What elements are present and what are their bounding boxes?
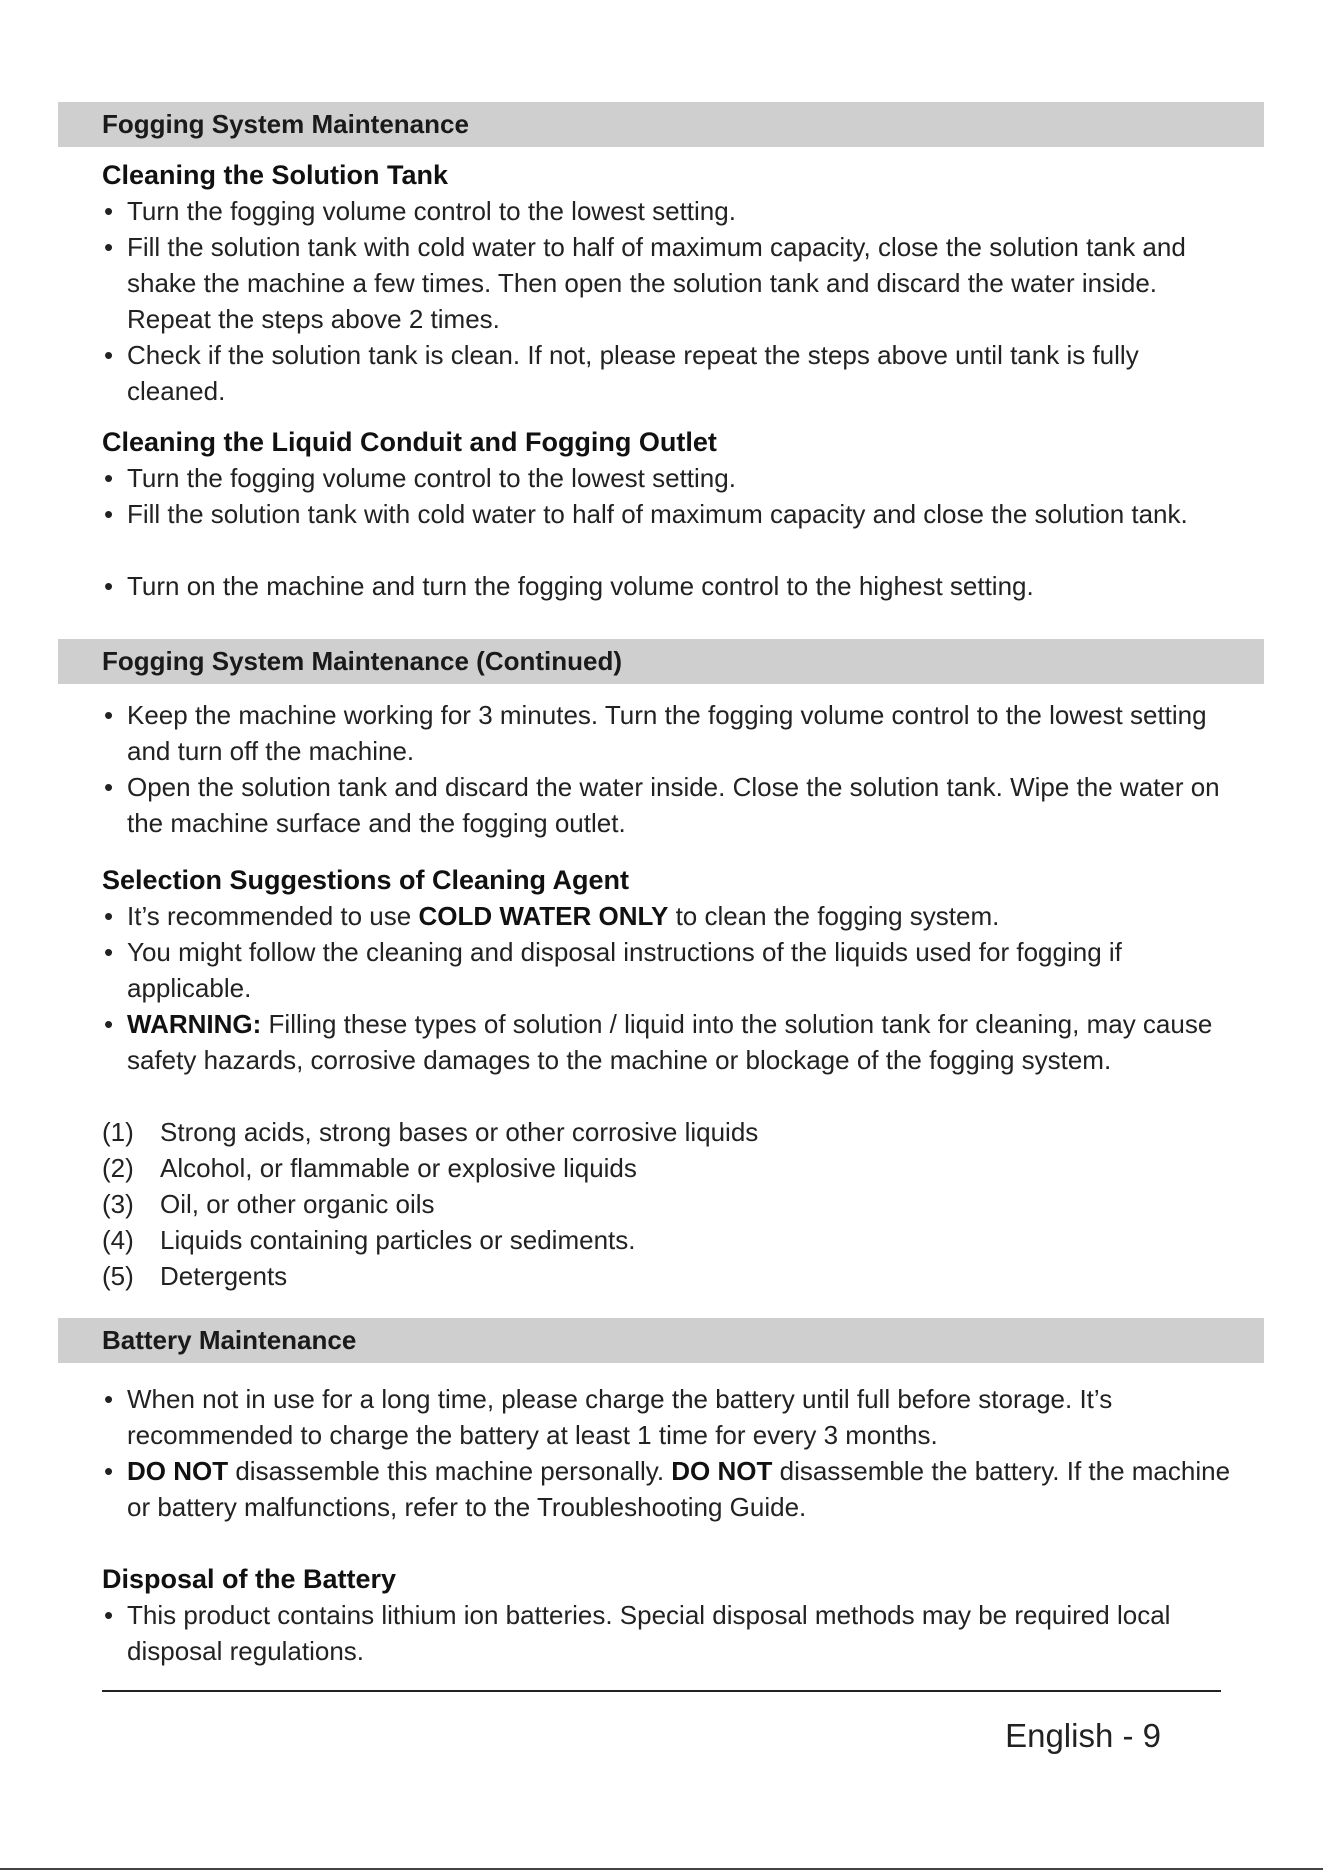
- section-title-battery: Battery Maintenance: [58, 1318, 1264, 1363]
- item-number: (5): [102, 1261, 134, 1291]
- footer-divider: [102, 1690, 1221, 1692]
- item-number: (1): [102, 1117, 134, 1147]
- emphasis-text: DO NOT: [671, 1456, 773, 1486]
- list-item: • Turn the fogging volume control to the lowest setting.: [102, 193, 1232, 229]
- text-segment: disassemble this machine personally.: [228, 1456, 672, 1486]
- warning-label: WARNING:: [127, 1009, 262, 1039]
- numbered-item: [102, 1114, 1202, 1150]
- list-item: • Open the solution tank and discard the water inside. Close the solution tank. Wipe the water on the machine surface and the fogging outlet.: [102, 769, 1232, 841]
- list-item: [102, 898, 1232, 934]
- list-item: • Fill the solution tank with cold water to half of maximum capacity, close the solution tank and shake the machine a few times. Then open the solution tank and discard the water inside. Repeat the steps above 2 times.: [102, 229, 1232, 337]
- numbered-item: [102, 1258, 1202, 1294]
- numbered-item: [102, 1222, 1202, 1258]
- item-number: (2): [102, 1153, 134, 1183]
- item-number: (3): [102, 1189, 134, 1219]
- list-item: • Turn on the machine and turn the fogging volume control to the highest setting.: [102, 568, 1232, 604]
- list-item: • Fill the solution tank with cold water to half of maximum capacity and close the solution tank.: [102, 496, 1232, 532]
- emphasis-text: COLD WATER ONLY: [418, 901, 669, 931]
- heading-cleaning-solution-tank: Cleaning the Solution Tank: [102, 160, 449, 190]
- heading-cleaning-liquid-conduit: Cleaning the Liquid Conduit and Fogging Outlet: [102, 427, 717, 457]
- page-bottom-edge: [0, 1868, 1323, 1870]
- section-title-fogging: Fogging System Maintenance: [58, 102, 1264, 147]
- text-segment: disassemble the battery. If the machine or battery malfunctions, refer to the Troubleshooting Guide.: [127, 1456, 1231, 1522]
- text-segment: to clean the fogging system.: [668, 901, 1000, 931]
- list-item: • Check if the solution tank is clean. If not, please repeat the steps above until tank is fully cleaned.: [102, 337, 1232, 409]
- list-item: • This product contains lithium ion batteries. Special disposal methods may be required local disposal regulations.: [102, 1597, 1232, 1669]
- item-text: Oil, or other organic oils: [160, 1189, 435, 1219]
- numbered-item: [102, 1186, 1202, 1222]
- item-text: Detergents: [160, 1261, 288, 1291]
- item-text: Liquids containing particles or sediments.: [160, 1225, 636, 1255]
- item-number: (4): [102, 1225, 134, 1255]
- list-item: • You might follow the cleaning and disposal instructions of the liquids used for fogging if applicable.: [102, 934, 1232, 1006]
- section-title-fogging-continued: Fogging System Maintenance (Continued): [58, 639, 1264, 684]
- numbered-item: [102, 1150, 1202, 1186]
- list-item: • Turn the fogging volume control to the lowest setting.: [102, 460, 1232, 496]
- emphasis-text: DO NOT: [127, 1456, 229, 1486]
- list-item: • Keep the machine working for 3 minutes. Turn the fogging volume control to the lowest setting and turn off the machine.: [102, 697, 1232, 769]
- heading-selection-suggestions: Selection Suggestions of Cleaning Agent: [102, 865, 630, 895]
- text-segment: Filling these types of solution / liquid into the solution tank for cleaning, may cause safety hazards, corrosive damages to the machine or blockage of the fogging system.: [127, 1009, 1213, 1075]
- item-text: Alcohol, or flammable or explosive liquids: [160, 1153, 637, 1183]
- text-segment: It’s recommended to use: [127, 901, 419, 931]
- list-item: • When not in use for a long time, please charge the battery until full before storage. It’s recommended to charge the battery at least 1 time for every 3 months.: [102, 1381, 1232, 1453]
- item-text: Strong acids, strong bases or other corrosive liquids: [160, 1117, 759, 1147]
- page-number: English - 9: [1005, 1717, 1161, 1754]
- heading-disposal-battery: Disposal of the Battery: [102, 1564, 397, 1594]
- list-item: [102, 1453, 1232, 1525]
- warning-item: [102, 1006, 1232, 1078]
